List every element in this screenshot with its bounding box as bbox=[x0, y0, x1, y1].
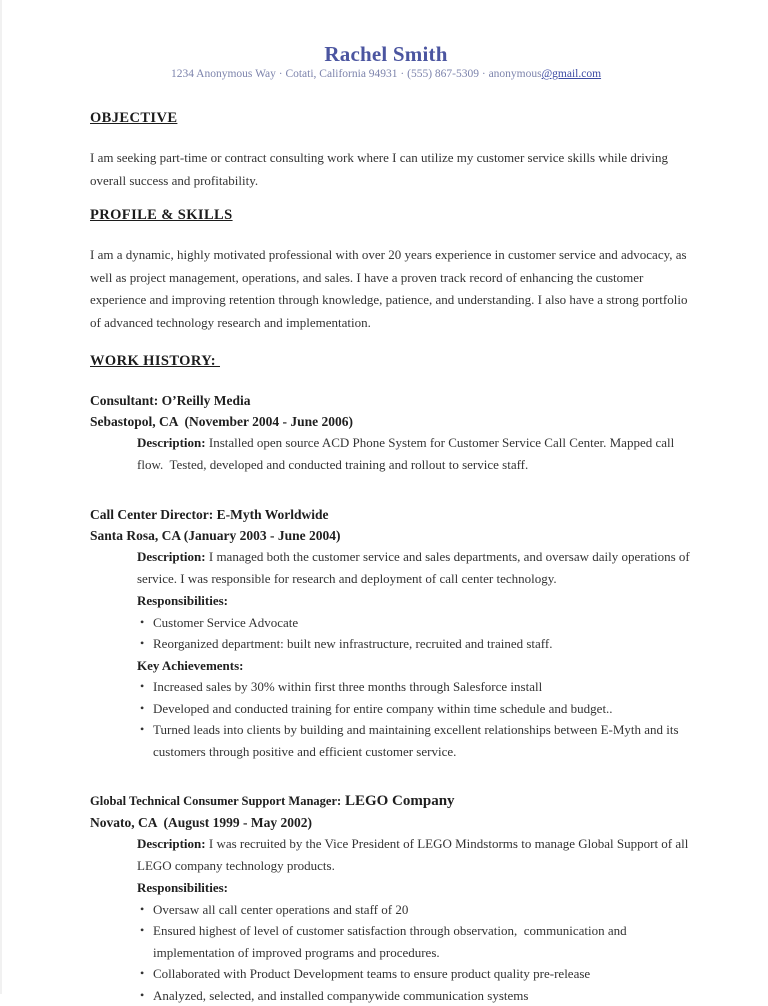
job-title bbox=[90, 790, 696, 812]
list-item-text: Developed and conducted training for entire company within time schedule and budget.. bbox=[153, 698, 692, 720]
bullet-icon: • bbox=[137, 612, 153, 634]
contact-text: 1234 Anonymous Way · Cotati, California 94931 · (555) 867-5309 · anonymous bbox=[171, 68, 542, 80]
list-item-text: Turned leads into clients by building and maintaining excellent relationships between E-Myth and its customers through positive and efficient customer service. bbox=[153, 719, 692, 762]
job-entry-lego bbox=[90, 790, 696, 1006]
job-role: Consultant: bbox=[90, 393, 158, 408]
objective-text: I am seeking part-time or contract consulting work where I can utilize my customer service skills while driving overall success and profitability. bbox=[90, 147, 690, 192]
job-company: LEGO Company bbox=[341, 793, 454, 809]
list-item bbox=[137, 963, 692, 985]
job-description bbox=[137, 833, 692, 877]
job-company: O’Reilly Media bbox=[158, 393, 250, 408]
resume-header bbox=[76, 42, 696, 82]
responsibilities-list bbox=[137, 899, 692, 1006]
job-company: E-Myth Worldwide bbox=[213, 507, 328, 522]
key-achievements-list bbox=[137, 676, 692, 762]
list-item bbox=[137, 698, 692, 720]
list-item-text: Reorganized department: built new infrastructure, recruited and trained staff. bbox=[153, 633, 692, 655]
responsibilities-label: Responsibilities: bbox=[137, 590, 696, 612]
job-location-dates: Novato, CA (August 1999 - May 2002) bbox=[90, 812, 696, 833]
list-item bbox=[137, 612, 692, 634]
job-role: Call Center Director: bbox=[90, 507, 213, 522]
list-item bbox=[137, 899, 692, 921]
responsibilities-list bbox=[137, 612, 692, 655]
job-title bbox=[90, 504, 696, 525]
email-link[interactable]: @gmail.com bbox=[542, 68, 601, 80]
job-title bbox=[90, 390, 696, 411]
job-entry-oreilly bbox=[90, 390, 696, 476]
profile-skills-text: I am a dynamic, highly motivated professional with over 20 years experience in customer service and advocacy, as well as project management, operations, and sales. I have a proven track record of enhancing the customer experience and improving retention through knowledge, patience, and understanding. I also have a strong portfolio of advanced technology research and implementation. bbox=[90, 244, 690, 334]
bullet-icon: • bbox=[137, 698, 153, 720]
job-role: Global Technical Consumer Support Manager: bbox=[90, 794, 341, 808]
bullet-icon: • bbox=[137, 633, 153, 655]
job-description bbox=[137, 546, 692, 590]
bullet-icon: • bbox=[137, 676, 153, 698]
description-label: Description: bbox=[137, 836, 206, 851]
description-text: Installed open source ACD Phone System for Customer Service Call Center. Mapped call flow. Tested, developed and conducted training and rollout to service staff. bbox=[137, 435, 678, 472]
bullet-icon: • bbox=[137, 985, 153, 1006]
list-item-text: Oversaw all call center operations and staff of 20 bbox=[153, 899, 692, 921]
description-text: I was recruited by the Vice President of LEGO Mindstorms to manage Global Support of all LEGO company technology products. bbox=[137, 836, 692, 873]
list-item-text: Customer Service Advocate bbox=[153, 612, 692, 634]
section-heading-objective: OBJECTIVE bbox=[90, 110, 696, 127]
bullet-icon: • bbox=[137, 963, 153, 985]
description-text: I managed both the customer service and sales departments, and oversaw daily operations of service. I was responsible for research and deployment of call center technology. bbox=[137, 549, 693, 586]
bullet-icon: • bbox=[137, 719, 153, 762]
list-item-text: Ensured highest of level of customer satisfaction through observation, communication and implementation of improved programs and procedures. bbox=[153, 920, 692, 963]
bullet-icon: • bbox=[137, 899, 153, 921]
candidate-name: Rachel Smith bbox=[76, 42, 696, 66]
list-item-text: Collaborated with Product Development teams to ensure product quality pre-release bbox=[153, 963, 692, 985]
list-item-text: Analyzed, selected, and installed companywide communication systems bbox=[153, 985, 692, 1006]
job-location-dates: Sebastopol, CA (November 2004 - June 2006) bbox=[90, 411, 696, 432]
job-description bbox=[137, 432, 692, 476]
description-label: Description: bbox=[137, 549, 206, 564]
list-item bbox=[137, 920, 692, 963]
responsibilities-label: Responsibilities: bbox=[137, 877, 696, 899]
list-item bbox=[137, 985, 692, 1006]
list-item bbox=[137, 676, 692, 698]
resume-page bbox=[2, 0, 768, 994]
job-location-dates: Santa Rosa, CA (January 2003 - June 2004) bbox=[90, 525, 696, 546]
list-item bbox=[137, 633, 692, 655]
section-heading-profile-skills: PROFILE & SKILLS bbox=[90, 207, 696, 224]
list-item bbox=[137, 719, 692, 762]
key-achievements-label: Key Achievements: bbox=[137, 655, 696, 677]
section-heading-work-history: WORK HISTORY: bbox=[90, 353, 696, 370]
contact-line bbox=[76, 66, 696, 82]
list-item-text: Increased sales by 30% within first three months through Salesforce install bbox=[153, 676, 692, 698]
bullet-icon: • bbox=[137, 920, 153, 963]
description-label: Description: bbox=[137, 435, 206, 450]
job-entry-emyth bbox=[90, 504, 696, 762]
